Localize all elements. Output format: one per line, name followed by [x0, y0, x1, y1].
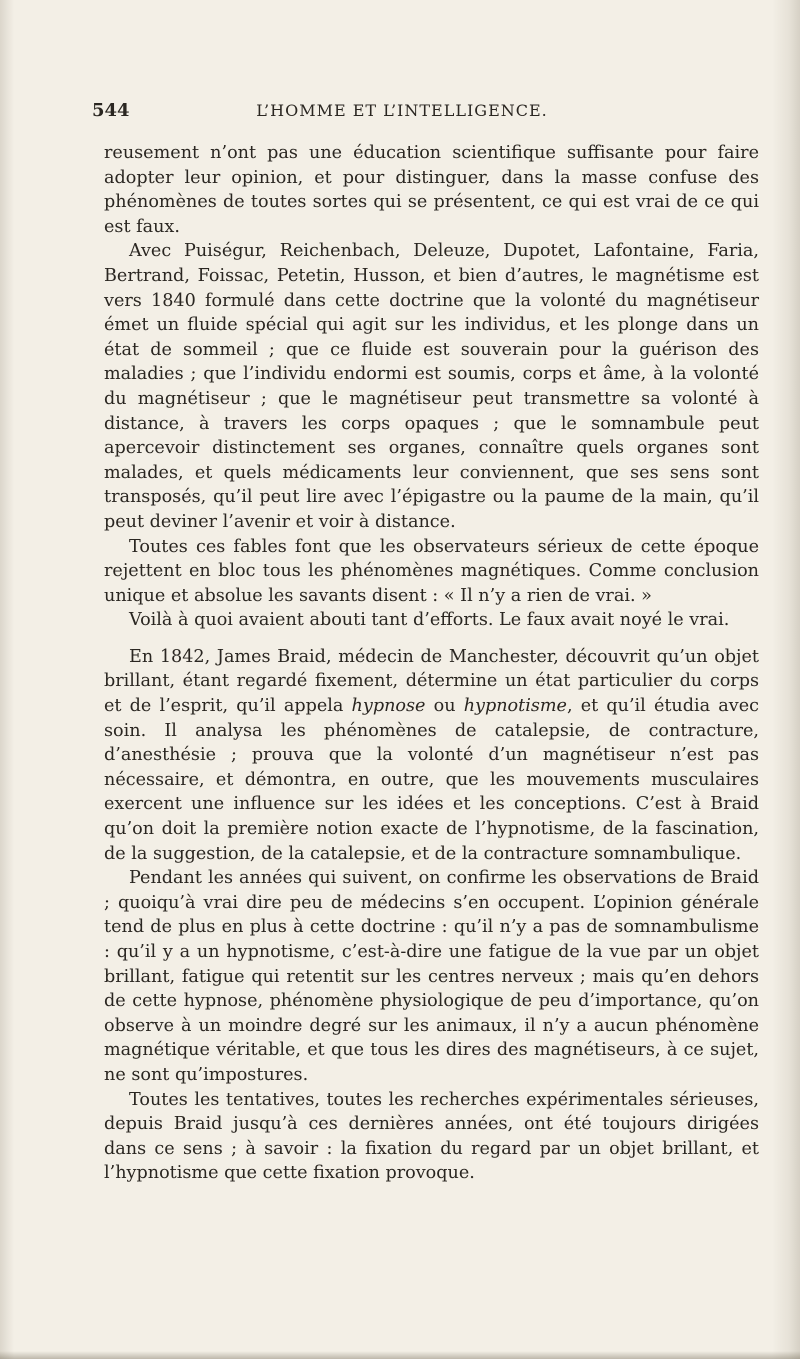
page-shadow-left	[0, 0, 14, 1359]
running-title: L’HOMME ET L’INTELLIGENCE.	[256, 101, 548, 120]
page-shadow-right	[772, 0, 800, 1359]
braid-text-middle: ou	[425, 696, 464, 717]
paragraph-efforts: Voilà à quoi avaient abouti tant d’efforts. Le faux avait noyé le vrai.	[129, 610, 730, 631]
page-edge-bottom	[0, 1351, 800, 1359]
page-number: 544	[92, 100, 130, 121]
paragraph-magnetism-doctrine: Avec Puiségur, Reichenbach, Deleuze, Dupotet, Lafontaine, Faria, Bertrand, Foissac, Petetin, Husson, et bien d’autres, le magnétisme est vers 1840 formulé dans cette doctrine que la volonté du magnétiseur émet un fluide spécial qui agit sur les individus, et les plonge dans un état de sommeil ; que ce fluide est souverain pour la guérison des maladies ; que l’individu endormi est soumis, corps et âme, à la volonté du magnétiseur ; que le magnétiseur peut transmettre sa volonté à distance, à travers les corps opaques ; que le somnambule peut apercevoir distinctement ses organes, connaître quels organes sont malades, et quels médicaments leur conviennent, que ses sens sont transposés, qu’il peut lire avec l’épigastre ou la paume de la main, qu’il peut deviner l’avenir et voir à distance.	[104, 241, 759, 532]
text-body	[104, 141, 759, 1186]
paragraph-following-years: Pendant les années qui suivent, on confirme les observations de Braid ; quoiqu’à vrai dire peu de médecins s’en occupent. L’opinion générale tend de plus en plus à cette doctrine : qu’il n’y a pas de somnambulisme : qu’il y a un hypnotisme, c’est-à-dire une fatigue de la vue par un objet brillant, fatigue qui retentit sur les centres nerveux ; mais qu’en dehors de cette hypnose, phénomène physiologique de peu d’importance, qu’on observe à un moindre degré sur les animaux, il n’y a aucun phénomène magnétique véritable, et que tous les dires des magnétiseurs, à ce sujet, ne sont qu’impostures.	[104, 868, 759, 1085]
page-header	[92, 100, 712, 126]
term-hypnose: hypnose	[351, 696, 426, 717]
paragraph-attempts: Toutes les tentatives, toutes les recherches expérimentales sérieuses, depuis Braid jusqu’à ces dernières années, ont été toujours dirigées dans ce sens ; à savoir : la fixation du regard par un objet brillant, et l’hypnotisme que cette fixation provoque.	[104, 1089, 759, 1184]
term-hypnotisme: hypnotisme	[463, 696, 567, 717]
paragraph-fables: Toutes ces fables font que les observateurs sérieux de cette époque rejettent en bloc tous les phénomènes magnétiques. Comme conclusion unique et absolue les savants disent : « Il n’y a rien de vrai. »	[104, 536, 759, 606]
braid-text-after: , et qu’il étudia avec soin. Il analysa les phénomènes de catalepsie, de contracture, d’anesthésie ; prouva que la volonté d’un magnétiseur n’est pas nécessaire, et démontra, en outre, que les mouvements musculaires exercent une influence sur les idées et les conceptions. C’est à Braid qu’on doit la première notion exacte de l’hypnotisme, de la fascination, de la suggestion, de la catalepsie, et de la contracture somnambulique.	[104, 696, 759, 864]
braid-text-before: En 1842, James Braid, médecin de Manchester, découvrit qu’un objet brillant, étant regardé fixement, détermine un état particulier du corps et de l’esprit, qu’il appela	[104, 646, 759, 717]
paragraph-braid	[104, 645, 759, 866]
paragraph-continuation: reusement n’ont pas une éducation scientifique suffisante pour faire adopter leur opinion, et pour distinguer, dans la masse confuse des phénomènes de toutes sortes qui se présentent, ce qui est vrai de ce qui est faux.	[104, 143, 759, 237]
